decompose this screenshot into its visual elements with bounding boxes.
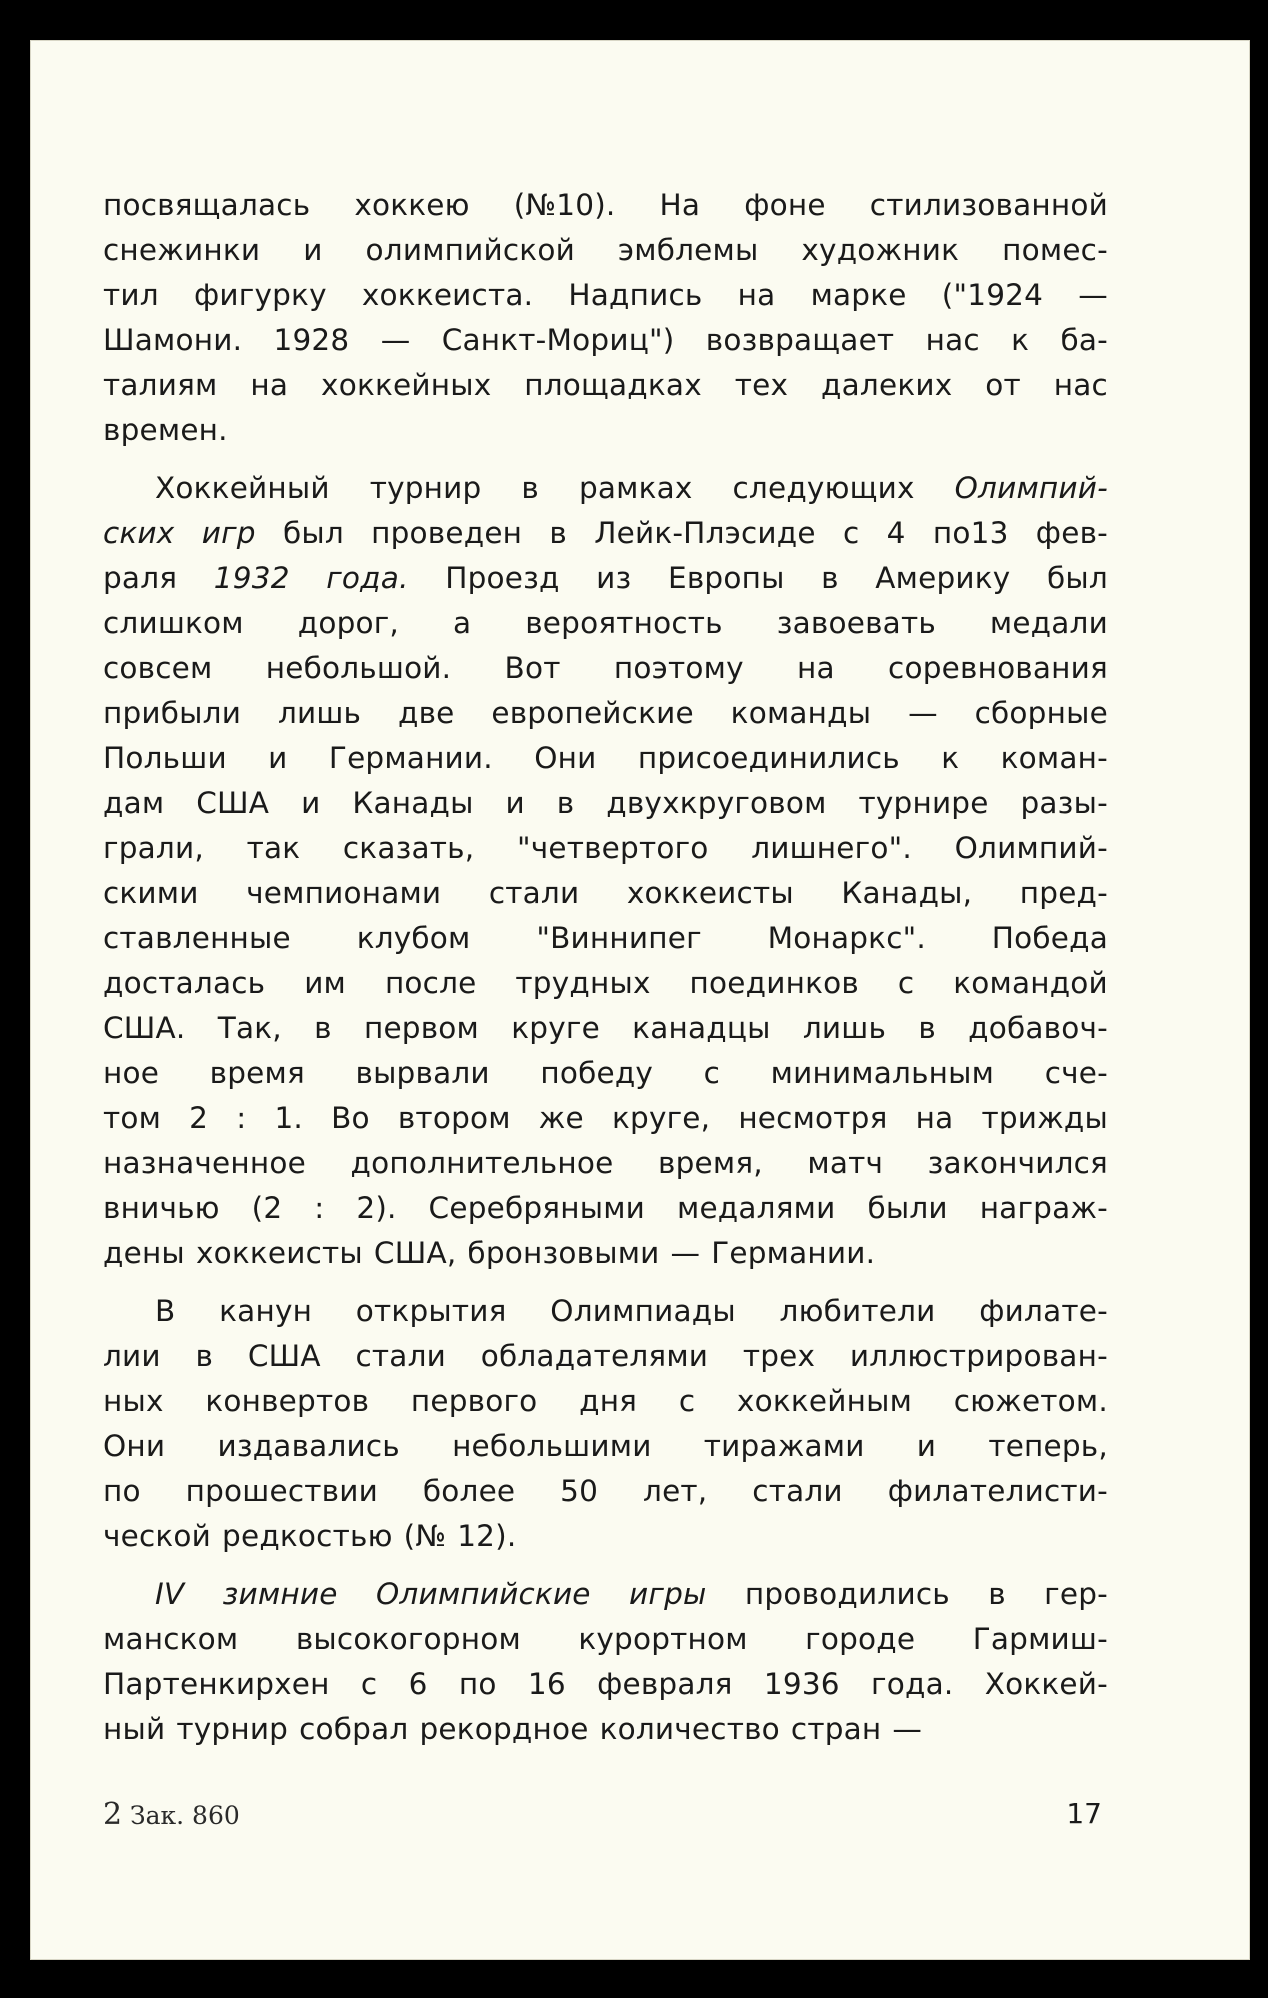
word: был	[1047, 561, 1108, 595]
word: и	[268, 741, 288, 775]
word: фигурку	[193, 278, 327, 312]
word: разы-	[1020, 786, 1108, 820]
word: площадках	[524, 368, 702, 402]
word: нас	[925, 323, 980, 357]
word: посвящалась	[103, 188, 311, 222]
word: европейские	[491, 696, 694, 730]
word: был	[282, 516, 344, 550]
signature-number: 2	[103, 1797, 123, 1832]
word: вырвали	[355, 1056, 490, 1090]
word: дены	[103, 1236, 185, 1270]
word: сборные	[974, 696, 1108, 730]
word: дополнительное	[350, 1146, 614, 1180]
paragraph-gap	[103, 1559, 1108, 1572]
text-line	[103, 1514, 1108, 1559]
text-line	[103, 556, 1108, 601]
word: лет,	[643, 1474, 708, 1508]
word: Канады,	[841, 876, 973, 910]
word: с	[843, 516, 860, 550]
word: США	[247, 1339, 321, 1373]
word: —	[908, 696, 938, 730]
word: (№	[403, 1519, 447, 1553]
word: года.	[326, 561, 409, 595]
word: Олимпиады	[550, 1294, 736, 1328]
word: грали,	[103, 831, 204, 865]
word: время,	[658, 1146, 763, 1180]
word: лишь	[802, 1011, 887, 1045]
word: двухкруговом	[606, 786, 827, 820]
body-text	[103, 183, 1108, 1752]
page-number: 17	[1066, 1797, 1102, 1830]
word: соревнования	[888, 651, 1108, 685]
word: на	[737, 278, 776, 312]
word: присоединились	[637, 741, 900, 775]
text-line	[103, 1141, 1108, 1186]
word: количество	[599, 1712, 780, 1746]
word: 2	[189, 1101, 209, 1135]
word: тил	[103, 278, 159, 312]
word: к	[941, 741, 960, 775]
word: турнире	[858, 786, 989, 820]
text-line	[103, 228, 1108, 273]
word: хоккейным	[736, 1384, 913, 1418]
paragraph	[103, 1289, 1108, 1559]
word: 16	[527, 1667, 566, 1701]
word: по13	[932, 516, 1009, 550]
word: Во	[331, 1101, 370, 1135]
text-line	[103, 1096, 1108, 1141]
word: ба-	[1060, 323, 1108, 357]
word: к	[1011, 323, 1030, 357]
text-line	[103, 363, 1108, 408]
word: Олимпийские	[375, 1577, 591, 1611]
text-line	[103, 691, 1108, 736]
word: турнир	[369, 471, 482, 505]
word: хоккейных	[321, 368, 492, 402]
word: 1.	[274, 1101, 303, 1135]
word: Гармиш-	[972, 1622, 1108, 1656]
word: В	[155, 1294, 176, 1328]
word: две	[397, 696, 455, 730]
word: Они	[534, 741, 597, 775]
word: художник	[801, 233, 960, 267]
word: с	[703, 1056, 721, 1090]
word: стали	[488, 876, 580, 910]
word: раля	[103, 561, 178, 595]
text-line	[103, 826, 1108, 871]
word: пред-	[1019, 876, 1108, 910]
word: трудных	[515, 966, 651, 1000]
word: в	[314, 1011, 332, 1045]
word: США.	[103, 1011, 186, 1045]
word: "Виннипег	[536, 921, 702, 955]
word: следующих	[732, 471, 915, 505]
word: городе	[805, 1622, 916, 1656]
word: им	[304, 966, 347, 1000]
word: хоккею	[354, 188, 470, 222]
word: рамках	[578, 471, 693, 505]
word: —	[670, 1236, 701, 1270]
word: Так,	[217, 1011, 282, 1045]
word: победу	[540, 1056, 654, 1090]
word: Монаркс".	[767, 921, 926, 955]
word: ный	[103, 1712, 166, 1746]
word: лишь	[277, 696, 362, 730]
word: с	[360, 1667, 378, 1701]
word: ("1924	[941, 278, 1044, 312]
word: так	[246, 831, 301, 865]
word: :	[236, 1101, 247, 1135]
word: матч	[807, 1146, 884, 1180]
text-line	[103, 601, 1108, 646]
word: более	[422, 1474, 516, 1508]
word: дорог,	[297, 606, 400, 640]
text-line	[103, 961, 1108, 1006]
text-line	[103, 1186, 1108, 1231]
word: досталась	[103, 966, 266, 1000]
word: Олимпий-	[954, 831, 1108, 865]
word: Олимпий-	[954, 471, 1108, 505]
word: Проезд	[445, 561, 560, 595]
text-line	[103, 736, 1108, 781]
word: эмблемы	[617, 233, 759, 267]
word: и	[505, 786, 525, 820]
word: ставленные	[103, 921, 291, 955]
word: 2).	[356, 1191, 397, 1225]
word: команды	[730, 696, 872, 730]
word: хоккеисты	[626, 876, 794, 910]
word: ное	[103, 1056, 160, 1090]
word: марке	[810, 278, 907, 312]
book-page	[30, 40, 1250, 1960]
word: игр	[201, 516, 256, 550]
word: Германии.	[328, 741, 493, 775]
word: небольшой.	[265, 651, 452, 685]
text-line	[103, 273, 1108, 318]
word: Хоккей-	[984, 1667, 1108, 1701]
word: :	[314, 1191, 325, 1225]
word: фев-	[1035, 516, 1108, 550]
word: Европы	[667, 561, 785, 595]
text-line	[103, 916, 1108, 961]
word: Санкт-Мориц")	[441, 323, 675, 357]
word: ских	[103, 516, 175, 550]
word: хоккеисты	[195, 1236, 363, 1270]
word: поэтому	[613, 651, 744, 685]
word: редкостью	[222, 1519, 393, 1553]
word: после	[384, 966, 477, 1000]
word: первом	[363, 1011, 480, 1045]
word: втором	[397, 1101, 511, 1135]
word: года.	[871, 1667, 954, 1701]
word: бронзовыми	[467, 1236, 660, 1270]
word: Серебряными	[428, 1191, 646, 1225]
word: —	[380, 323, 411, 357]
word: (2	[251, 1191, 283, 1225]
word: любители	[779, 1294, 936, 1328]
word: гер-	[1044, 1577, 1108, 1611]
word: Надпись	[568, 278, 703, 312]
word: назначенное	[103, 1146, 306, 1180]
word: медалями	[676, 1191, 836, 1225]
word: завоевать	[776, 606, 936, 640]
word: канадцы	[632, 1011, 771, 1045]
word: же	[538, 1101, 584, 1135]
word: а	[452, 606, 472, 640]
word: чемпионами	[246, 876, 442, 910]
word: Вот	[504, 651, 561, 685]
word: издавались	[217, 1429, 400, 1463]
word: слишком	[103, 606, 244, 640]
word: прибыли	[103, 696, 242, 730]
text-line	[103, 511, 1108, 556]
word: ческой	[103, 1519, 212, 1553]
word: 1936	[763, 1667, 840, 1701]
word: талиям	[103, 368, 218, 402]
text-line	[103, 318, 1108, 363]
word: добавоч-	[968, 1011, 1108, 1045]
word: Они	[103, 1429, 166, 1463]
text-line	[103, 1289, 1108, 1334]
word: трижды	[981, 1101, 1108, 1135]
word: и	[916, 1429, 937, 1463]
word: —	[892, 1712, 923, 1746]
paragraph	[103, 183, 1108, 453]
word: игры	[629, 1577, 707, 1611]
word: медали	[989, 606, 1108, 640]
word: тиражами	[703, 1429, 865, 1463]
text-line	[103, 1334, 1108, 1379]
word: и	[303, 233, 323, 267]
word: иллюстрирован-	[849, 1339, 1108, 1373]
text-line	[103, 871, 1108, 916]
word: несмотря	[738, 1101, 888, 1135]
word: прошествии	[185, 1474, 378, 1508]
word: небольшими	[452, 1429, 652, 1463]
word: На	[659, 188, 701, 222]
text-line	[103, 646, 1108, 691]
text-line	[103, 1469, 1108, 1514]
word: в	[556, 786, 575, 820]
paragraph	[103, 1572, 1108, 1752]
word: поединков	[689, 966, 859, 1000]
text-line	[103, 1231, 1108, 1276]
word: обладателями	[480, 1339, 709, 1373]
paragraph-gap	[103, 453, 1108, 466]
word: из	[596, 561, 632, 595]
word: на	[915, 1101, 954, 1135]
word: Америку	[875, 561, 1011, 595]
word: 4	[886, 516, 906, 550]
paragraph-gap	[103, 1276, 1108, 1289]
text-line	[103, 183, 1108, 228]
word: дня	[579, 1384, 638, 1418]
word: проведен	[371, 516, 523, 550]
word: далеких	[821, 368, 953, 402]
word: США	[196, 786, 270, 820]
word: на	[797, 651, 835, 685]
word: сказать,	[342, 831, 475, 865]
word: 50	[560, 1474, 599, 1508]
word: 6	[408, 1667, 428, 1701]
word: по	[458, 1667, 497, 1701]
word: 12).	[457, 1519, 517, 1553]
word: проводились	[744, 1577, 950, 1611]
word: круге	[511, 1011, 600, 1045]
text-line	[103, 1707, 1108, 1752]
text-line	[103, 1572, 1108, 1617]
word: в	[195, 1339, 214, 1373]
word: конвертов	[205, 1384, 370, 1418]
word: Германии.	[711, 1236, 876, 1270]
word: (№10).	[513, 188, 616, 222]
word: в	[821, 561, 839, 595]
word: от	[985, 368, 1021, 402]
text-line	[103, 1006, 1108, 1051]
word: награж-	[979, 1191, 1108, 1225]
word: том	[103, 1101, 162, 1135]
word: дам	[103, 786, 165, 820]
word: Шамони.	[103, 323, 243, 357]
word: по	[103, 1474, 141, 1508]
word: филате-	[979, 1294, 1108, 1328]
word: февраля	[597, 1667, 733, 1701]
word: сче-	[1044, 1056, 1108, 1090]
text-line	[103, 1424, 1108, 1469]
word: в	[988, 1577, 1006, 1611]
word: закончился	[927, 1146, 1108, 1180]
word: лии	[103, 1339, 161, 1373]
word: трех	[742, 1339, 816, 1373]
word: клубом	[356, 921, 471, 955]
word: курортном	[578, 1622, 748, 1656]
word: с	[678, 1384, 696, 1418]
word: теперь,	[988, 1429, 1108, 1463]
word: 1932	[213, 561, 290, 595]
text-line	[103, 408, 1108, 453]
word: время	[209, 1056, 305, 1090]
word: Канады	[352, 786, 474, 820]
signature-text: Зак. 860	[130, 1801, 240, 1830]
text-line	[103, 1617, 1108, 1662]
word: филателисти-	[887, 1474, 1108, 1508]
word: стран	[790, 1712, 882, 1746]
word: совсем	[103, 651, 213, 685]
word: фоне	[744, 188, 826, 222]
text-line	[103, 1379, 1108, 1424]
word: Лейк-Плэсиде	[594, 516, 816, 550]
word: открытия	[355, 1294, 507, 1328]
word: собрал	[299, 1712, 409, 1746]
word: Хоккейный	[155, 471, 330, 505]
word: минимальным	[770, 1056, 995, 1090]
word: возвращает	[705, 323, 895, 357]
word: лишнего".	[751, 831, 912, 865]
word: стилизованной	[869, 188, 1108, 222]
word: в	[918, 1011, 936, 1045]
word: хоккеиста.	[361, 278, 534, 312]
word: манском	[103, 1622, 239, 1656]
word: на	[250, 368, 289, 402]
word: сюжетом.	[953, 1384, 1108, 1418]
word: США,	[373, 1236, 457, 1270]
paragraph	[103, 466, 1108, 1276]
text-line	[103, 466, 1108, 511]
word: первого	[410, 1384, 538, 1418]
word: зимние	[222, 1577, 338, 1611]
word: нас	[1053, 368, 1108, 402]
word: вничью	[103, 1191, 220, 1225]
word: в	[549, 516, 567, 550]
word: были	[867, 1191, 948, 1225]
word: в	[521, 471, 540, 505]
word: "четвертого	[516, 831, 709, 865]
text-line	[103, 1662, 1108, 1707]
word: вероятность	[525, 606, 723, 640]
word: скими	[103, 876, 199, 910]
word: стали	[355, 1339, 447, 1373]
word: олимпийской	[365, 233, 575, 267]
word: времен.	[103, 413, 228, 447]
word: и	[301, 786, 321, 820]
word: ных	[103, 1384, 164, 1418]
word: турнир	[176, 1712, 289, 1746]
word: IV	[155, 1577, 185, 1611]
text-line	[103, 1051, 1108, 1096]
word: Партенкирхен	[103, 1667, 330, 1701]
printer-signature	[103, 1797, 240, 1832]
word: снежинки	[103, 233, 261, 267]
word: Победа	[991, 921, 1108, 955]
word: с	[897, 966, 915, 1000]
word: командой	[953, 966, 1108, 1000]
word: коман-	[1000, 741, 1108, 775]
word: высокогорном	[295, 1622, 521, 1656]
word: стали	[752, 1474, 843, 1508]
word: рекордное	[419, 1712, 589, 1746]
word: —	[1078, 278, 1108, 312]
word: тех	[734, 368, 789, 402]
word: помес-	[1002, 233, 1108, 267]
word: канун	[219, 1294, 313, 1328]
word: 1928	[273, 323, 350, 357]
text-line	[103, 781, 1108, 826]
word: круге,	[612, 1101, 711, 1135]
word: Польши	[103, 741, 227, 775]
